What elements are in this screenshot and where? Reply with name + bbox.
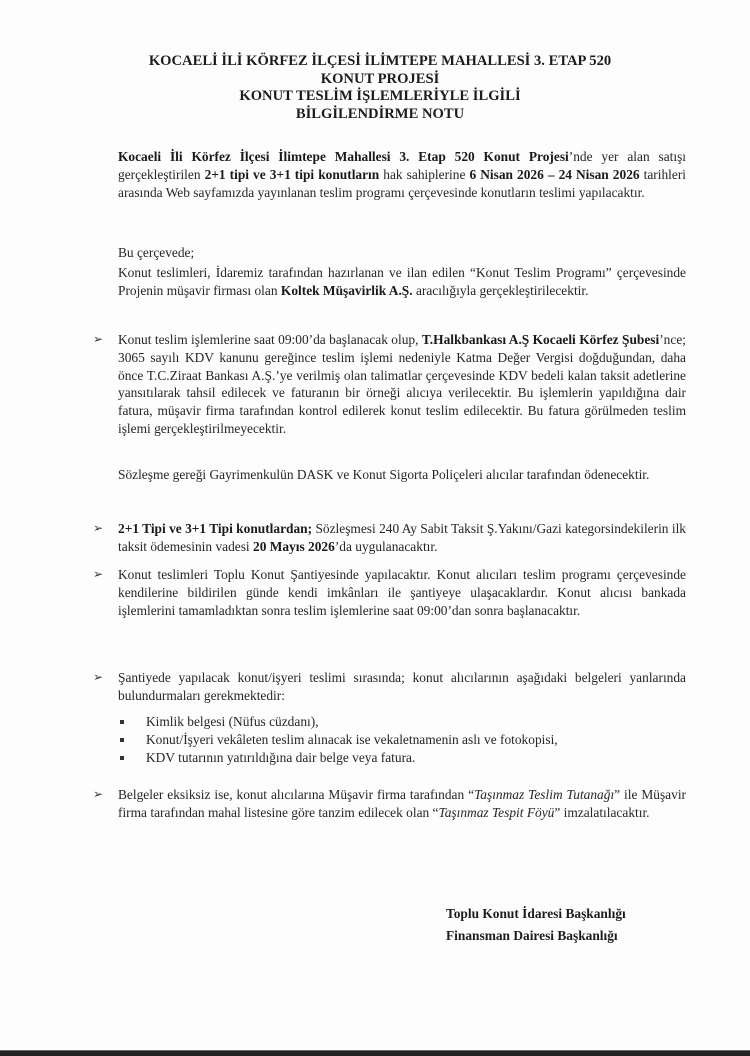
title-line: KONUT PROJESİ	[320, 70, 440, 87]
signature-line: Toplu Konut İdaresi Başkanlığı	[446, 906, 626, 921]
title-line: KOCAELİ İLİ KÖRFEZ İLÇESİ İLİMTEPE MAHALLESİ 3. ETAP 520	[148, 53, 612, 69]
list-item	[118, 749, 558, 767]
signature-line: Finansman Dairesi Başkanlığı	[446, 928, 618, 943]
bullet-text: Konut teslim işlemlerine saat 09:00’da başlanacak olup,	[118, 332, 422, 347]
bullet-text: Sözleşmesi 240 Ay Sabit Taksit Ş.Yakını/Gazi kategorsindekilerin ilk taksit ödemesinin vadesi	[118, 521, 686, 554]
intro-text: tarihleri arasında Web sayfamızda yayınlanan teslim programı çerçevesinde konutların teslimi yapılacaktır.	[118, 166, 687, 200]
arrow-bullet-icon: ➢	[93, 567, 104, 581]
required-documents-list	[118, 713, 558, 766]
list-item-text: KDV tutarının yatırıldığına dair belge veya fatura.	[146, 749, 416, 765]
bullet-insurance-note: Sözleşme gereği Gayrimenkulün DASK ve Konut Sigorta Poliçeleri alıcılar tarafından ödenecektir.	[118, 467, 650, 482]
project-name: Kocaeli İli Körfez İlçesi İlimtepe Mahallesi 3. Etap 520 Konut Projesi	[118, 149, 569, 164]
form-name: Taşınmaz Tespit Föyü	[438, 804, 555, 820]
intro-text: hak sahiplerine	[379, 166, 470, 182]
list-item-text: Konut/İşyeri vekâleten teslim alınacak ise vekaletnamenin aslı ve fotokopisi,	[146, 731, 558, 747]
bottom-bar	[0, 1050, 750, 1056]
intro-text: ’nde yer alan satışı gerçekleştirilen	[118, 149, 687, 182]
bullet-installment	[118, 520, 686, 556]
document-title	[100, 53, 660, 123]
list-item	[118, 713, 558, 731]
arrow-bullet-icon: ➢	[93, 332, 104, 346]
square-bullet-icon	[120, 738, 124, 742]
date-range: 6 Nisan 2026 – 24 Nisan 2026	[469, 166, 640, 182]
signature-block	[446, 903, 626, 947]
due-date: 20 Mayıs 2026	[253, 538, 335, 554]
bullet-text: ” imzalatılacaktır.	[554, 804, 650, 820]
square-bullet-icon	[120, 720, 124, 724]
unit-types: 2+1 tipi ve 3+1 tipi konutların	[204, 166, 380, 182]
bank-branch: T.Halkbankası A.Ş Kocaeli Körfez Şubesi	[421, 332, 660, 347]
paragraph-text: aracılığıyla gerçekleştirilecektir.	[412, 282, 589, 298]
bullet-bank-process	[118, 331, 686, 438]
bullet-text: Belgeler eksiksiz ise, konut alıcılarına Müşavir firma tarafından “	[118, 787, 475, 802]
list-item-text: Kimlik belgesi (Nüfus cüzdanı),	[146, 714, 319, 729]
arrow-bullet-icon: ➢	[93, 521, 104, 535]
title-line: KONUT TESLİM İŞLEMLERİYLE İLGİLİ	[239, 88, 521, 105]
bullet-text: ” ile Müşavir firma tarafından mahal listesine göre tanzim edilecek olan “	[118, 787, 686, 820]
intro-paragraph	[118, 148, 686, 201]
bullet-text: ’da uygulanacaktır.	[334, 538, 438, 554]
bullet-text: ’nce; 3065 sayılı KDV kanunu gereğince teslim işlemi nedeniyle Katma Değer Vergisi doğduğundan, daha önce T.C.Ziraat Bankası A.Ş.’ye verilmiş olan talimatlar çerçevesinde KDV bedeli kalan taksit adetlerine yansıtılarak tahsil edilecek ve faturanın bir örneği alıcıya verilecektir. Bu işlemlerin yapıldığına dair fatura, müşavir firma tarafından kontrol edilerek konut teslim edilecektir. Bu fatura görülmeden teslim işlemi gerçekleştirilmeyecektir.	[118, 332, 686, 436]
title-line: BİLGİLENDİRME NOTU	[295, 105, 465, 122]
arrow-bullet-icon: ➢	[93, 670, 104, 684]
bu-cercevede: Bu çerçevede;	[118, 245, 195, 260]
list-item	[118, 731, 558, 749]
bullet-site-delivery: Konut teslimleri Toplu Konut Şantiyesinde yapılacaktır. Konut alıcıları teslim programı çerçevesinde kendilerine bildirilen günde kendi imkânları ile şantiyeye ulaşacaklardır. Konut alıcısı bankada işlemlerini tamamladıktan sonra teslim işlemlerine saat 09:00’dan sonra başlanacaktır.	[118, 567, 686, 618]
bullet-required-documents: Şantiyede yapılacak konut/işyeri teslimi sırasında; konut alıcılarının aşağıdaki belgeleri yanlarında bulundurmaları gerekmektedir:	[118, 670, 686, 703]
form-name: Taşınmaz Teslim Tutanağı	[474, 787, 615, 802]
bullet-signing	[118, 786, 686, 822]
arrow-bullet-icon: ➢	[93, 787, 104, 801]
square-bullet-icon	[120, 756, 124, 760]
paragraph-text: Konut teslimleri, İdaremiz tarafından hazırlanan ve ilan edilen “Konut Teslim Programı” çerçevesinde Projenin müşavir firması olan	[118, 265, 686, 298]
consultant-name: Koltek Müşavirlik A.Ş.	[280, 282, 413, 298]
unit-types: 2+1 Tipi ve 3+1 Tipi konutlardan;	[118, 521, 313, 536]
paragraph-consultant	[118, 264, 686, 300]
